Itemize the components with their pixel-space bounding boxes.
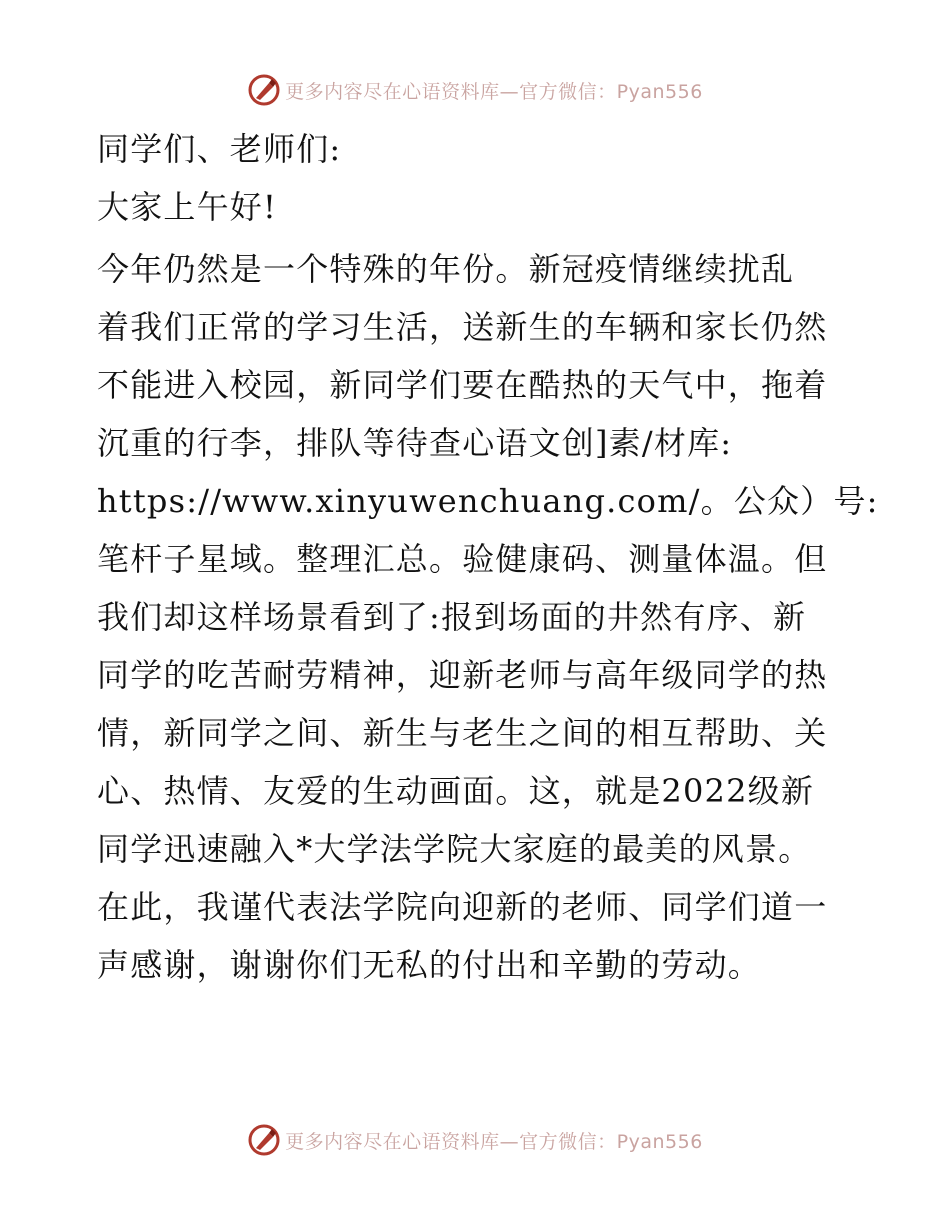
body-line: 心、热情、友爱的生动画面。这，就是2022级新 xyxy=(97,772,815,810)
watermark-text: 更多内容尽在心语资料库—官方微信：Pyan556 xyxy=(285,80,703,103)
quill-seal-icon xyxy=(247,1123,281,1157)
body-paragraph xyxy=(97,240,879,994)
watermark-text: 更多内容尽在心语资料库—官方微信：Pyan556 xyxy=(285,1130,703,1153)
body-line: 不能进入校园，新同学们要在酷热的天气中，拖着 xyxy=(97,366,828,404)
body-line: 同学的吃苦耐劳精神，迎新老师与高年级同学的热 xyxy=(97,656,828,694)
body-line: https://www.xinyuwenchuang.com/。公众）号: xyxy=(97,482,879,520)
body-line: 笔杆子星域。整理汇总。验健康码、测量体温。但 xyxy=(97,540,828,578)
body-line: 同学迅速融入*大学法学院大家庭的最美的风景。 xyxy=(97,830,812,868)
body-line: 我们却这样场景看到了:报到场面的井然有序、新 xyxy=(97,598,807,636)
quill-seal-icon xyxy=(247,73,281,107)
body-line: 今年仍然是一个特殊的年份。新冠疫情继续扰乱 xyxy=(97,250,795,288)
document-body xyxy=(97,120,879,994)
header-watermark xyxy=(0,70,950,110)
body-line: 在此，我谨代表法学院向迎新的老师、同学们道一 xyxy=(97,888,828,926)
body-line: 沉重的行李，排队等待查心语文创]素/材库: xyxy=(97,424,733,462)
salutation: 同学们、老师们: xyxy=(97,130,342,168)
greeting: 大家上午好! xyxy=(97,188,278,226)
footer-watermark xyxy=(0,1120,950,1160)
body-line: 声感谢，谢谢你们无私的付出和辛勤的劳动。 xyxy=(97,946,762,984)
body-line: 着我们正常的学习生活，送新生的车辆和家长仍然 xyxy=(97,308,828,346)
body-line: 情，新同学之间、新生与老生之间的相互帮助、关 xyxy=(97,714,828,752)
